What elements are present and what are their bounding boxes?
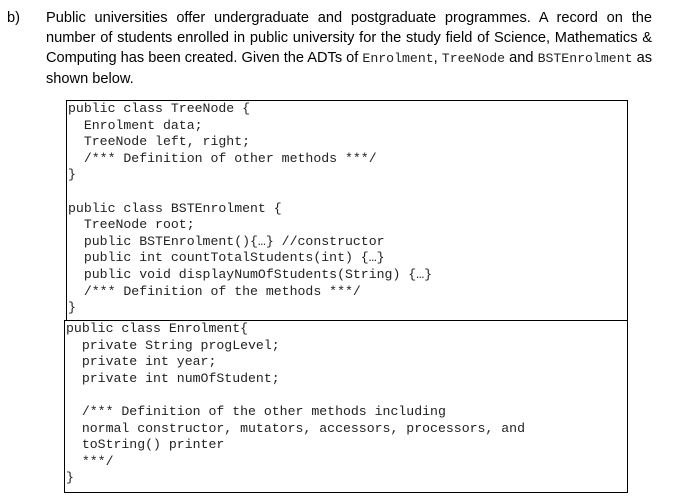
code-line (66, 387, 525, 404)
question-outro: as shown below. (46, 50, 653, 87)
code-line: public class BSTEnrolment { (68, 200, 282, 216)
code-line: public BSTEnrolment(){…} //constructor (68, 233, 385, 249)
adt-treenode: TreeNode (441, 51, 506, 66)
code-line (68, 184, 432, 201)
code-line: } (68, 167, 76, 183)
code-line: public class Enrolment{ (66, 321, 249, 336)
question-intro: Public universities offer undergraduate and postgraduate programmes. A record on the number of students enrolled in public university for the study field of Science, Mathematics & Computing has been created. Given the ADTs of (46, 10, 652, 66)
code-line: TreeNode left, right; (68, 134, 251, 150)
code-line: public int countTotalStudents(int) {…} (68, 250, 385, 266)
code-line: normal constructor, mutators, accessors, processors, and (66, 420, 525, 436)
question-body: Public universities offer undergraduate and postgraduate programmes. A record on the number of students enrolled in public university for the study field of Science, Mathematics & Computing has been created. Given the ADTs of Enrolment, TreeNode and BSTEnrolment as shown below. (46, 10, 653, 87)
adt-enrolment: Enrolment (362, 51, 434, 66)
code-line: toString() printer (66, 437, 225, 453)
code-line: public void displayNumOfStudents(String) {…} (68, 266, 433, 282)
code-line: } (68, 300, 76, 316)
code-box-enrolment (64, 320, 628, 493)
code-line: private String progLevel; (66, 337, 280, 353)
code-block (66, 321, 525, 487)
code-line: public class TreeNode { (68, 101, 251, 116)
code-block (68, 101, 432, 317)
code-line: TreeNode root; (68, 217, 195, 233)
code-line: /*** Definition of the methods ***/ (68, 283, 361, 299)
code-line: ***/ (66, 453, 114, 469)
code-line: /*** Definition of other methods ***/ (68, 150, 377, 166)
question-label: b) (7, 10, 20, 26)
code-line: /*** Definition of the other methods including (66, 403, 446, 419)
adt-bstenrolment: BSTEnrolment (537, 51, 633, 66)
code-line: } (66, 470, 74, 486)
code-line: private int numOfStudent; (66, 370, 280, 386)
code-box-treenode-bst (66, 100, 628, 321)
code-line: private int year; (66, 354, 217, 370)
code-line: Enrolment data; (68, 117, 203, 133)
